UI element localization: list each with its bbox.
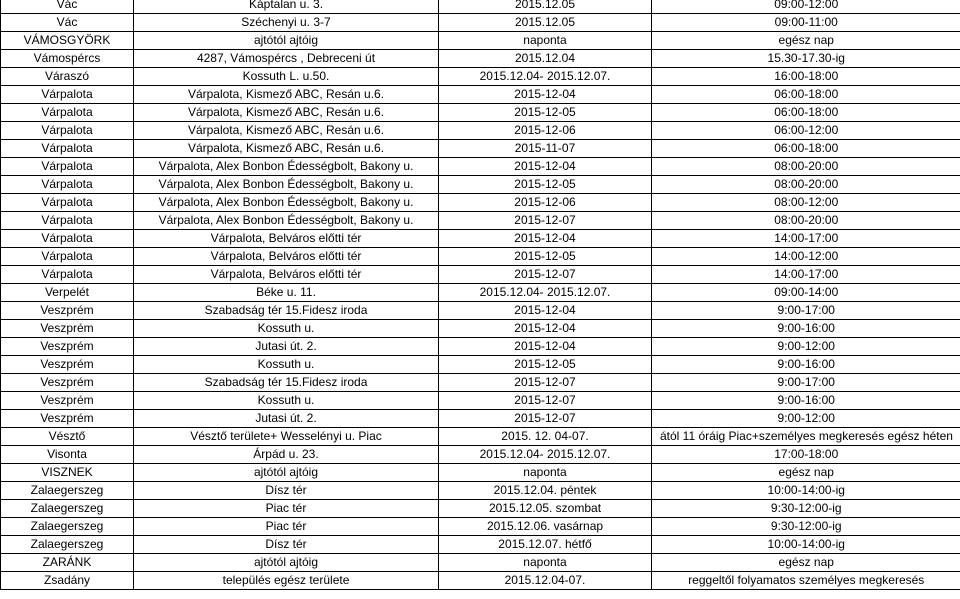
time-cell[interactable]: 9:00-17:00 bbox=[652, 374, 960, 392]
table-row bbox=[1, 320, 960, 338]
date-cell[interactable]: 2015.12.04. péntek bbox=[439, 482, 652, 500]
date-cell[interactable]: 2015-12-07 bbox=[439, 410, 652, 428]
date-cell[interactable]: 2015.12.05 bbox=[439, 14, 652, 32]
time-cell[interactable]: egész nap bbox=[652, 554, 960, 572]
date-cell[interactable]: 2015.12.04- 2015.12.07. bbox=[439, 446, 652, 464]
time-cell[interactable]: 08:00-20:00 bbox=[652, 212, 960, 230]
table-row bbox=[1, 446, 960, 464]
place-cell[interactable]: Várpalota, Kismező ABC, Resán u.6. bbox=[134, 104, 439, 122]
place-cell[interactable]: Piac tér bbox=[134, 500, 439, 518]
table-row bbox=[1, 104, 960, 122]
city-cell[interactable]: Veszprém bbox=[1, 410, 134, 428]
table-row bbox=[1, 230, 960, 248]
date-cell[interactable]: 2015.12.05 bbox=[439, 0, 652, 14]
city-cell[interactable]: Várpalota bbox=[1, 122, 134, 140]
time-cell[interactable]: 08:00-20:00 bbox=[652, 176, 960, 194]
city-cell[interactable]: Vámospércs bbox=[1, 50, 134, 68]
table-row bbox=[1, 86, 960, 104]
table-row bbox=[1, 536, 960, 554]
table-row bbox=[1, 32, 960, 50]
date-cell[interactable]: 2015-12-05 bbox=[439, 356, 652, 374]
time-cell[interactable]: 06:00-12:00 bbox=[652, 122, 960, 140]
table-row bbox=[1, 464, 960, 482]
time-cell[interactable]: 9:00-16:00 bbox=[652, 320, 960, 338]
place-cell[interactable]: Széchenyi u. 3-7 bbox=[134, 14, 439, 32]
city-cell[interactable]: Zalaegerszeg bbox=[1, 518, 134, 536]
place-cell[interactable]: Kossuth L. u.50. bbox=[134, 68, 439, 86]
city-cell[interactable]: Veszprém bbox=[1, 320, 134, 338]
table-row bbox=[1, 176, 960, 194]
table-row bbox=[1, 374, 960, 392]
date-cell[interactable]: 2015.12.05. szombat bbox=[439, 500, 652, 518]
date-cell[interactable]: 2015.12.04 bbox=[439, 50, 652, 68]
date-cell[interactable]: 2015.12.04- 2015.12.07. bbox=[439, 284, 652, 302]
date-cell[interactable]: naponta bbox=[439, 554, 652, 572]
date-cell[interactable]: 2015-12-04 bbox=[439, 230, 652, 248]
city-cell[interactable]: Zalaegerszeg bbox=[1, 500, 134, 518]
table-row bbox=[1, 482, 960, 500]
time-cell[interactable]: 9:00-12:00 bbox=[652, 410, 960, 428]
table-row bbox=[1, 140, 960, 158]
place-cell[interactable]: Jutasi út. 2. bbox=[134, 410, 439, 428]
date-cell[interactable]: 2015.12.07. hétfő bbox=[439, 536, 652, 554]
table-row bbox=[1, 338, 960, 356]
time-cell[interactable]: 14:00-17:00 bbox=[652, 230, 960, 248]
time-cell[interactable]: 15.30-17.30-ig bbox=[652, 50, 960, 68]
table-row bbox=[1, 518, 960, 536]
city-cell[interactable]: Veszprém bbox=[1, 338, 134, 356]
time-cell[interactable]: ától 11 óráig Piac+személyes megkeresés egész héten bbox=[652, 428, 960, 446]
place-cell[interactable]: 4287, Vámospércs , Debreceni út bbox=[134, 50, 439, 68]
date-cell[interactable]: 2015-12-07 bbox=[439, 374, 652, 392]
table-row bbox=[1, 554, 960, 572]
place-cell[interactable]: Árpád u. 23. bbox=[134, 446, 439, 464]
table-row bbox=[1, 428, 960, 446]
time-cell[interactable]: 09:00-11:00 bbox=[652, 14, 960, 32]
table-row bbox=[1, 212, 960, 230]
date-cell[interactable]: 2015-12-05 bbox=[439, 176, 652, 194]
city-cell[interactable]: Várpalota bbox=[1, 248, 134, 266]
date-cell[interactable]: 2015-12-06 bbox=[439, 194, 652, 212]
place-cell[interactable]: Kossuth u. bbox=[134, 320, 439, 338]
date-cell[interactable]: 2015-12-05 bbox=[439, 248, 652, 266]
time-cell[interactable]: 16:00-18:00 bbox=[652, 68, 960, 86]
city-cell[interactable]: Váraszó bbox=[1, 68, 134, 86]
date-cell[interactable]: 2015-12-07 bbox=[439, 392, 652, 410]
time-cell[interactable]: 9:00-17:00 bbox=[652, 302, 960, 320]
city-cell[interactable]: Visonta bbox=[1, 446, 134, 464]
place-cell[interactable]: Várpalota, Alex Bonbon Édességbolt, Bakony u. bbox=[134, 158, 439, 176]
city-cell[interactable]: VÁMOSGYÖRK bbox=[1, 32, 134, 50]
date-cell[interactable]: 2015.12.04- 2015.12.07. bbox=[439, 68, 652, 86]
table-row bbox=[1, 302, 960, 320]
city-cell[interactable]: Várpalota bbox=[1, 266, 134, 284]
time-cell[interactable]: 9:00-12:00 bbox=[652, 338, 960, 356]
time-cell[interactable]: 09:00-12:00 bbox=[652, 0, 960, 14]
place-cell[interactable]: Piac tér bbox=[134, 518, 439, 536]
table-row bbox=[1, 356, 960, 374]
date-cell[interactable]: 2015-12-07 bbox=[439, 266, 652, 284]
time-cell[interactable]: 17:00-18:00 bbox=[652, 446, 960, 464]
time-cell[interactable]: 10:00-14:00-ig bbox=[652, 482, 960, 500]
table-body bbox=[1, 0, 960, 590]
city-cell[interactable]: Verpelét bbox=[1, 284, 134, 302]
city-cell[interactable]: Veszprém bbox=[1, 374, 134, 392]
date-cell[interactable]: 2015-12-04 bbox=[439, 86, 652, 104]
date-cell[interactable]: 2015.12.06. vasárnap bbox=[439, 518, 652, 536]
city-cell[interactable]: Várpalota bbox=[1, 86, 134, 104]
time-cell[interactable]: 9:00-16:00 bbox=[652, 392, 960, 410]
time-cell[interactable]: egész nap bbox=[652, 32, 960, 50]
date-cell[interactable]: 2015.12.04-07. bbox=[439, 572, 652, 590]
place-cell[interactable]: Várpalota, Belváros előtti tér bbox=[134, 230, 439, 248]
place-cell[interactable]: Várpalota, Alex Bonbon Édességbolt, Bakony u. bbox=[134, 212, 439, 230]
city-cell[interactable]: Zalaegerszeg bbox=[1, 482, 134, 500]
city-cell[interactable]: Zalaegerszeg bbox=[1, 536, 134, 554]
time-cell[interactable]: 09:00-14:00 bbox=[652, 284, 960, 302]
time-cell[interactable]: reggeltől folyamatos személyes megkeresés bbox=[652, 572, 960, 590]
date-cell[interactable]: 2015-12-04 bbox=[439, 320, 652, 338]
place-cell[interactable]: Várpalota, Kismező ABC, Resán u.6. bbox=[134, 140, 439, 158]
city-cell[interactable]: Veszprém bbox=[1, 302, 134, 320]
table-row bbox=[1, 50, 960, 68]
table-row bbox=[1, 68, 960, 86]
table-row bbox=[1, 284, 960, 302]
place-cell[interactable]: Várpalota, Belváros előtti tér bbox=[134, 248, 439, 266]
date-cell[interactable]: 2015-12-04 bbox=[439, 338, 652, 356]
city-cell[interactable]: Vác bbox=[1, 14, 134, 32]
city-cell[interactable]: Várpalota bbox=[1, 158, 134, 176]
time-cell[interactable]: 9:30-12:00-ig bbox=[652, 500, 960, 518]
city-cell[interactable]: Zsadány bbox=[1, 572, 134, 590]
table-row bbox=[1, 500, 960, 518]
date-cell[interactable]: 2015. 12. 04-07. bbox=[439, 428, 652, 446]
table-row bbox=[1, 248, 960, 266]
table-row bbox=[1, 392, 960, 410]
place-cell[interactable]: Béke u. 11. bbox=[134, 284, 439, 302]
city-cell[interactable]: Várpalota bbox=[1, 176, 134, 194]
city-cell[interactable]: Várpalota bbox=[1, 194, 134, 212]
time-cell[interactable]: egész nap bbox=[652, 464, 960, 482]
place-cell[interactable]: ajtótól ajtóig bbox=[134, 32, 439, 50]
time-cell[interactable]: 9:30-12:00-ig bbox=[652, 518, 960, 536]
place-cell[interactable]: Káptalan u. 3. bbox=[134, 0, 439, 14]
place-cell[interactable]: Kossuth u. bbox=[134, 392, 439, 410]
table-row bbox=[1, 158, 960, 176]
place-cell[interactable]: Várpalota, Kismező ABC, Resán u.6. bbox=[134, 122, 439, 140]
place-cell[interactable]: Várpalota, Alex Bonbon Édességbolt, Bakony u. bbox=[134, 194, 439, 212]
city-cell[interactable]: Várpalota bbox=[1, 230, 134, 248]
table-row bbox=[1, 122, 960, 140]
time-cell[interactable]: 06:00-18:00 bbox=[652, 140, 960, 158]
city-cell[interactable]: Vác bbox=[1, 0, 134, 14]
place-cell[interactable]: Jutasi út. 2. bbox=[134, 338, 439, 356]
time-cell[interactable]: 9:00-16:00 bbox=[652, 356, 960, 374]
place-cell[interactable]: település egész területe bbox=[134, 572, 439, 590]
time-cell[interactable]: 14:00-17:00 bbox=[652, 266, 960, 284]
table-row bbox=[1, 410, 960, 428]
place-cell[interactable]: Kossuth u. bbox=[134, 356, 439, 374]
city-cell[interactable]: Várpalota bbox=[1, 104, 134, 122]
city-cell[interactable]: VISZNEK bbox=[1, 464, 134, 482]
city-cell[interactable]: Várpalota bbox=[1, 212, 134, 230]
place-cell[interactable]: Szabadság tér 15.Fidesz iroda bbox=[134, 302, 439, 320]
time-cell[interactable]: 08:00-20:00 bbox=[652, 158, 960, 176]
date-cell[interactable]: 2015-12-07 bbox=[439, 212, 652, 230]
table-row bbox=[1, 14, 960, 32]
place-cell[interactable]: Szabadság tér 15.Fidesz iroda bbox=[134, 374, 439, 392]
place-cell[interactable]: Várpalota, Belváros előtti tér bbox=[134, 266, 439, 284]
table-row bbox=[1, 266, 960, 284]
place-cell[interactable]: Várpalota, Kismező ABC, Resán u.6. bbox=[134, 86, 439, 104]
place-cell[interactable]: ajtótól ajtóig bbox=[134, 554, 439, 572]
city-cell[interactable]: Várpalota bbox=[1, 140, 134, 158]
table-row bbox=[1, 194, 960, 212]
date-cell[interactable]: naponta bbox=[439, 32, 652, 50]
place-cell[interactable]: Várpalota, Alex Bonbon Édességbolt, Bakony u. bbox=[134, 176, 439, 194]
place-cell[interactable]: Dísz tér bbox=[134, 482, 439, 500]
place-cell[interactable]: Vésztő területe+ Wesselényi u. Piac bbox=[134, 428, 439, 446]
time-cell[interactable]: 06:00-18:00 bbox=[652, 86, 960, 104]
date-cell[interactable]: naponta bbox=[439, 464, 652, 482]
date-cell[interactable]: 2015-12-06 bbox=[439, 122, 652, 140]
place-cell[interactable]: ajtótól ajtóig bbox=[134, 464, 439, 482]
time-cell[interactable]: 14:00-12:00 bbox=[652, 248, 960, 266]
city-cell[interactable]: ZARÁNK bbox=[1, 554, 134, 572]
table-row bbox=[1, 0, 960, 14]
city-cell[interactable]: Veszprém bbox=[1, 356, 134, 374]
date-cell[interactable]: 2015-11-07 bbox=[439, 140, 652, 158]
time-cell[interactable]: 08:00-12:00 bbox=[652, 194, 960, 212]
city-cell[interactable]: Vésztő bbox=[1, 428, 134, 446]
date-cell[interactable]: 2015-12-04 bbox=[439, 158, 652, 176]
place-cell[interactable]: Dísz tér bbox=[134, 536, 439, 554]
time-cell[interactable]: 06:00-18:00 bbox=[652, 104, 960, 122]
table-row bbox=[1, 572, 960, 590]
city-cell[interactable]: Veszprém bbox=[1, 392, 134, 410]
date-cell[interactable]: 2015-12-04 bbox=[439, 302, 652, 320]
time-cell[interactable]: 10:00-14:00-ig bbox=[652, 536, 960, 554]
date-cell[interactable]: 2015-12-05 bbox=[439, 104, 652, 122]
